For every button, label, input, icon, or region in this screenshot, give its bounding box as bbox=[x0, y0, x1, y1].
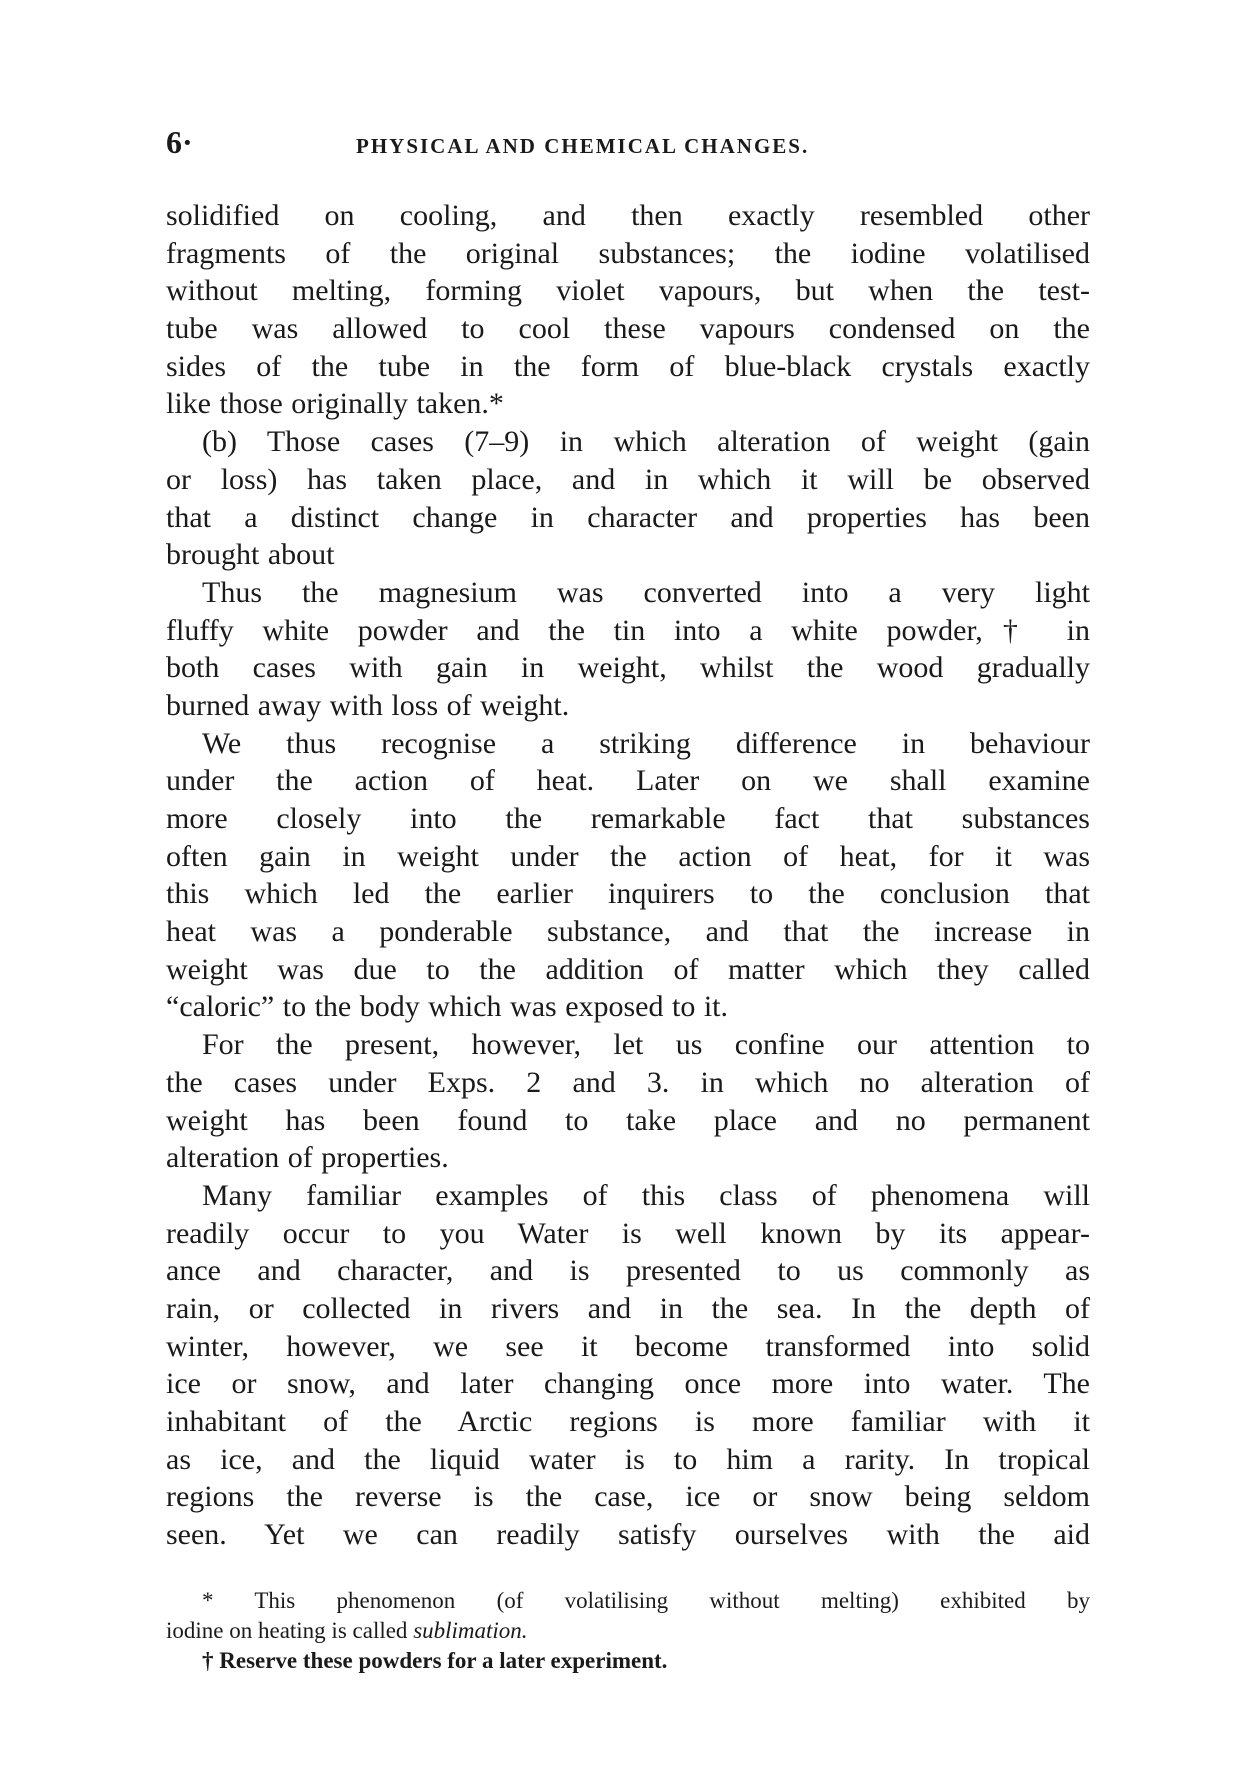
text-line: inhabitant of the Arctic regions is more familiar with it bbox=[166, 1405, 1090, 1438]
footnote-reserve-powders: † Reserve these powders for a later experiment. bbox=[202, 1648, 668, 1673]
text-line: weight has been found to take place and no permanent bbox=[166, 1103, 1090, 1137]
paragraph-start: Many familiar examples of this class of phenomena will bbox=[202, 1178, 1090, 1212]
footnote-sublimation-continued bbox=[166, 1616, 1090, 1646]
text-line: or loss) has taken place, and in which it will be observed bbox=[166, 462, 1090, 496]
paragraph-start: Thus the magnesium was converted into a very light bbox=[202, 575, 1090, 609]
text-line: without melting, forming violet vapours, but when the test- bbox=[166, 274, 1090, 308]
text-line: regions the reverse is the case, ice or snow being seldom bbox=[166, 1480, 1090, 1514]
text-line: rain, or collected in rivers and in the sea. In the depth of bbox=[166, 1291, 1090, 1325]
text-line: weight was due to the addition of matter which they called bbox=[166, 952, 1090, 986]
footnote-term: sublimation. bbox=[413, 1618, 528, 1643]
text-line: “caloric” to the body which was exposed to it. bbox=[166, 990, 729, 1024]
page-header bbox=[166, 124, 1094, 160]
text-line: alteration of properties. bbox=[166, 1141, 449, 1175]
text-line: fluffy white powder and the tin into a white powder,† in bbox=[166, 613, 1090, 647]
text-line: brought about bbox=[166, 538, 335, 572]
text-line: ice or snow, and later changing once more into water. The bbox=[166, 1367, 1090, 1401]
text-line: more closely into the remarkable fact that substances bbox=[166, 802, 1090, 835]
text-line: ance and character, and is presented to us commonly as bbox=[166, 1254, 1090, 1288]
text-line: solidified on cooling, and then exactly resembled other bbox=[166, 199, 1090, 232]
text-line: often gain in weight under the action of heat, for it was bbox=[166, 839, 1090, 873]
text-line: sides of the tube in the form of blue-black crystals exactly bbox=[166, 349, 1090, 383]
footnotes bbox=[166, 1586, 1090, 1676]
text-line: under the action of heat. Later on we shall examine bbox=[166, 764, 1090, 798]
text-line: heat was a ponderable substance, and that the increase in bbox=[166, 915, 1090, 949]
text-line: this which led the earlier inquirers to the conclusion that bbox=[166, 877, 1090, 911]
page-number: 6· bbox=[166, 124, 193, 160]
text-line: like those originally taken.* bbox=[166, 387, 504, 421]
text-line: readily occur to you Water is well known by its appear- bbox=[166, 1216, 1090, 1250]
text-line: tube was allowed to cool these vapours condensed on the bbox=[166, 312, 1090, 346]
text-line: that a distinct change in character and properties has been bbox=[166, 500, 1090, 534]
paragraph-start: For the present, however, let us confine our attention to bbox=[202, 1028, 1090, 1062]
text-line: both cases with gain in weight, whilst the wood gradually bbox=[166, 651, 1090, 685]
text-line: seen. Yet we can readily satisfy ourselves with the aid bbox=[166, 1518, 1090, 1552]
paragraph-start: (b) Those cases (7–9) in which alteration of weight (gain bbox=[202, 425, 1090, 459]
footnote-text: iodine on heating is called bbox=[166, 1618, 414, 1643]
body-text bbox=[166, 197, 1090, 1554]
paragraph-start: We thus recognise a striking difference in behaviour bbox=[202, 726, 1090, 760]
footnote-sublimation: * This phenomenon (of volatilising without melting) exhibited by bbox=[202, 1588, 1090, 1613]
text-line: the cases under Exps. 2 and 3. in which no alteration of bbox=[166, 1065, 1090, 1099]
text-line: as ice, and the liquid water is to him a rarity. In tropical bbox=[166, 1442, 1090, 1476]
text-line: winter, however, we see it become transformed into solid bbox=[166, 1329, 1090, 1363]
text-line: burned away with loss of weight. bbox=[166, 688, 570, 722]
running-title: PHYSICAL AND CHEMICAL CHANGES. bbox=[356, 134, 810, 158]
text-line: fragments of the original substances; the iodine volatilised bbox=[166, 236, 1090, 270]
